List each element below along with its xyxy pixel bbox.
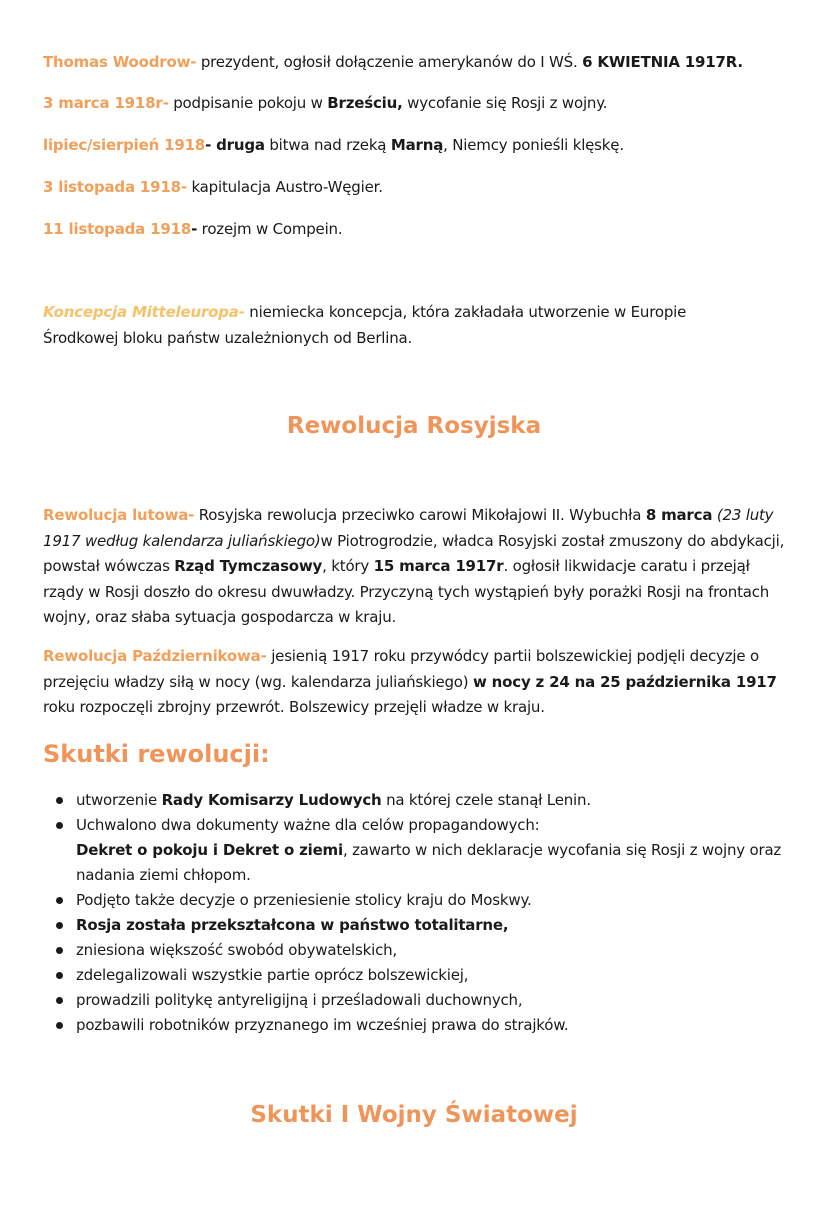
bullet-icon <box>56 972 63 979</box>
list-item-text: Podjęto także decyzje o przeniesienie stolicy kraju do Moskwy. <box>76 891 532 909</box>
heading-skutki-wojny: Skutki I Wojny Światowej <box>250 1102 578 1128</box>
heading-skutki-rewolucji: Skutki rewolucji: <box>43 740 270 768</box>
lutowa-date2: 15 marca 1917r <box>373 557 504 575</box>
bullet-icon <box>56 822 63 829</box>
event-label: lipiec/sierpień 1918 <box>43 136 206 154</box>
list-item <box>43 888 803 913</box>
list-item <box>43 813 803 888</box>
rewolucja-pazdziernikowa-paragraph <box>43 644 791 721</box>
list-item <box>43 963 803 988</box>
lutowa-text: . ogłosił likwidacje caratu i przejął rządy w Rosji doszło do okresu dwuwładzy. Przyczyną tych wystąpień były porażki Rosji na frontach wojny, oraz słaba sytuacja gospodarcza w kraju. <box>43 557 770 626</box>
event-text: wycofanie się Rosji z wojny. <box>402 94 608 112</box>
event-date: 6 KWIETNIA 1917R. <box>582 53 743 71</box>
list-item-text: , zawarto w nich deklaracje wycofania się Rosji z wojny oraz nadania ziemi chłopom. <box>76 841 782 884</box>
event-label: Thomas Woodrow- <box>43 53 197 71</box>
event-rozejm <box>43 220 342 238</box>
bullet-icon <box>56 997 63 1004</box>
list-item-text: na której czele stanął Lenin. <box>381 791 591 809</box>
lutowa-date: 8 marca <box>645 506 713 524</box>
list-item-text: Uchwalono dwa dokumenty ważne dla celów propagandowych: <box>76 816 540 834</box>
list-item-bold: Rosja została przekształcona w państwo totalitarne, <box>76 916 509 934</box>
bullet-icon <box>56 947 63 954</box>
event-text: bitwa nad rzeką <box>264 136 391 154</box>
event-bold: - druga <box>205 136 265 154</box>
list-item-text: prowadzili politykę antyreligijną i prześladowali duchownych, <box>76 991 523 1009</box>
heading-rewolucja-rosyjska: Rewolucja Rosyjska <box>286 413 542 439</box>
event-marna <box>43 136 624 154</box>
event-label: 11 listopada 1918 <box>43 220 192 238</box>
list-item-bold: Dekret o pokoju i Dekret o ziemi <box>76 841 343 859</box>
event-bold: - <box>191 220 198 238</box>
pazdziernikowa-text: jesienią 1917 roku przywódcy partii bolszewickiej podjęli decyzje o przejęciu władzy siłą w nocy (wg. kalendarza juliańskiego) <box>43 647 759 691</box>
list-item <box>43 913 803 938</box>
event-text: prezydent, ogłosił dołączenie amerykanów do I WŚ. <box>196 53 583 71</box>
list-item <box>43 938 803 963</box>
bullet-icon <box>56 797 63 804</box>
mitteleuropa-label: Koncepcja Mitteleuropa- <box>43 303 245 321</box>
event-label: 3 marca 1918r- <box>43 94 169 112</box>
event-woodrow <box>43 53 743 71</box>
event-austro-wegry <box>43 178 383 196</box>
lutowa-rzad: Rząd Tymczasowy <box>174 557 323 575</box>
event-text: kapitulacja Austro-Węgier. <box>186 178 383 196</box>
mitteleuropa-paragraph <box>43 300 743 351</box>
event-brzesc <box>43 94 607 112</box>
bullet-icon <box>56 1022 63 1029</box>
list-item-text: pozbawili robotników przyznanego im wcześniej prawa do strajków. <box>76 1016 569 1034</box>
lutowa-text: Rosyjska rewolucja przeciwko carowi Mikołajowi II. Wybuchła <box>194 506 646 524</box>
lutowa-julian-note: (23 luty 1917 według kalendarza juliańskiego) <box>43 506 774 550</box>
list-item-bold: Rady Komisarzy Ludowych <box>161 791 382 809</box>
list-item <box>43 1013 803 1038</box>
list-item-text: zdelegalizowali wszystkie partie oprócz bolszewickiej, <box>76 966 469 984</box>
bullet-icon <box>56 922 63 929</box>
event-text: , Niemcy ponieśli klęskę. <box>443 136 624 154</box>
list-item <box>43 788 803 813</box>
lutowa-label: Rewolucja lutowa- <box>43 506 195 524</box>
event-place: Marną <box>390 136 444 154</box>
mitteleuropa-text: niemiecka koncepcja, która zakładała utworzenie w Europie Środkowej bloku państw uzależnionych od Berlina. <box>43 303 687 347</box>
list-item-text: zniesiona większość swobód obywatelskich, <box>76 941 398 959</box>
event-label: 3 listopada 1918- <box>43 178 187 196</box>
lutowa-text: , który <box>322 557 374 575</box>
list-item-text: utworzenie <box>76 791 162 809</box>
pazdziernikowa-date: w nocy z 24 na 25 października 1917 <box>473 672 777 691</box>
skutki-list <box>43 788 803 1038</box>
list-item <box>43 988 803 1013</box>
event-text: podpisanie pokoju w <box>168 94 328 112</box>
pazdziernikowa-text: roku rozpoczęli zbrojny przewrót. Bolszewicy przejęli władze w kraju. <box>43 698 545 716</box>
event-place: Brześciu, <box>327 94 403 112</box>
event-text: rozejm w Compein. <box>197 220 343 238</box>
pazdziernikowa-label: Rewolucja Październikowa- <box>43 647 267 665</box>
rewolucja-lutowa-paragraph <box>43 503 791 631</box>
lutowa-text: w Piotrogrodzie, władca Rosyjski został zmuszony do abdykacji, powstał wówczas <box>43 531 785 575</box>
bullet-icon <box>56 897 63 904</box>
